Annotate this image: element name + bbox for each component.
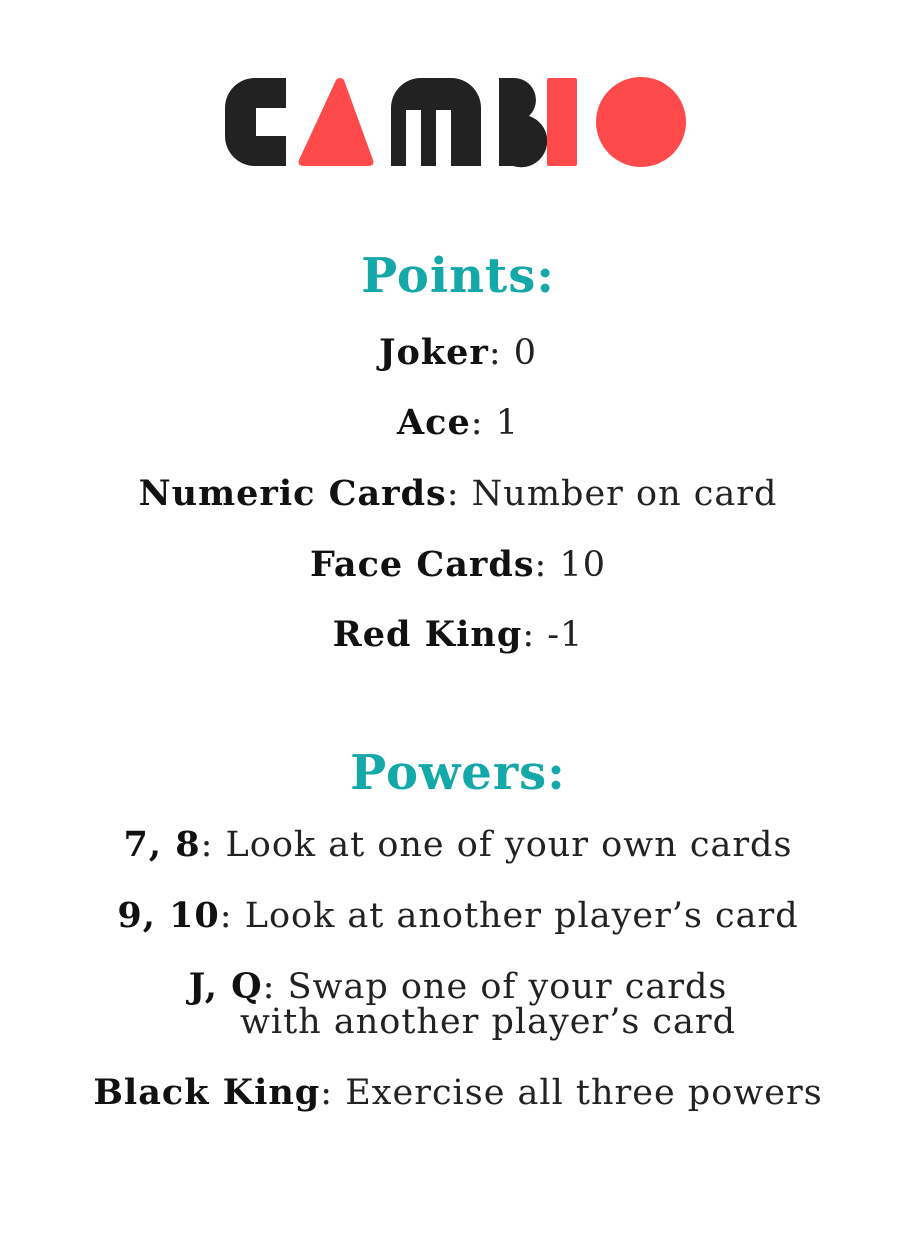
cambio-logo-graphic [0,0,916,200]
powers-item-black-king [0,1072,916,1113]
powers-heading: Powers: [350,745,566,801]
powers-value: : Look at one of your own cards [200,825,793,865]
points-item-face-cards [0,544,916,585]
powers-item-7-8 [0,824,916,865]
powers-label: J, Q [188,966,263,1007]
points-value: : 10 [534,545,606,585]
logo-letter-i [547,78,577,166]
powers-item-j-q-continuation [0,1002,916,1042]
logo-letter-a [299,78,374,166]
logo-letter-o [596,77,686,167]
logo-letter-b [499,78,547,167]
cambio-logo [0,0,916,200]
points-item-numeric-cards [0,473,916,514]
powers-label: 7, 8 [123,824,201,865]
powers-value: : Exercise all three powers [320,1073,823,1113]
points-label: Numeric Cards [138,473,447,514]
logo-letter-m [391,78,481,166]
points-item-ace [0,402,916,443]
powers-value: : Look at another player’s card [219,896,799,936]
points-item-joker [0,332,916,373]
logo-letter-c [225,78,286,166]
powers-label: 9, 10 [117,895,220,936]
points-label: Ace [397,402,471,443]
powers-value-continued: with another player’s card [239,1002,737,1042]
points-item-red-king [0,614,916,655]
powers-value: : Swap one of your cards [262,967,728,1007]
points-label: Red King [332,614,523,655]
points-value: : 0 [488,333,538,373]
points-label: Joker [378,332,489,373]
powers-item-9-10 [0,895,916,936]
powers-label: Black King [93,1072,321,1113]
points-label: Face Cards [310,544,535,585]
points-heading: Points: [361,248,555,304]
points-value: : -1 [522,615,584,655]
powers-item-j-q [0,966,916,1007]
points-value: : Number on card [446,474,778,514]
points-value: : 1 [470,403,519,443]
